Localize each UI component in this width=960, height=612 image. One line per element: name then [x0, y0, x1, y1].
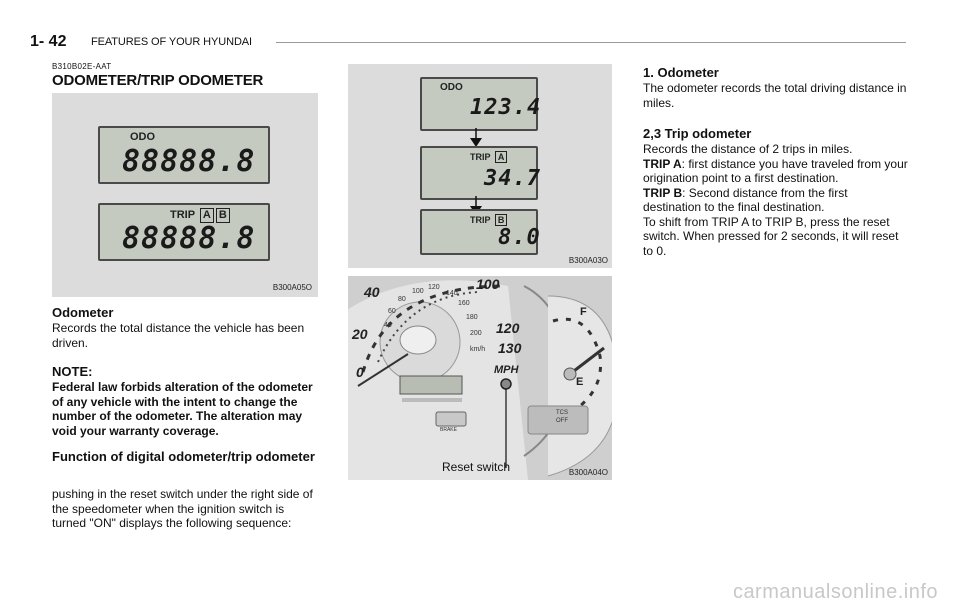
gauge-inner-tick: 140 [446, 290, 458, 297]
trip-display [98, 203, 270, 261]
page-title: ODOMETER/TRIP ODOMETER [52, 72, 264, 89]
trip-value: 88888.8 [122, 221, 256, 256]
trip-label-text: TRIP [170, 209, 195, 221]
trip-b-text: : Second distance from the first destination to the final destination. [643, 185, 848, 214]
note-text: Federal law forbids alteration of the odometer of any vehicle with the intent to change the number of the odometer. The alteration may void your warranty coverage. [52, 380, 313, 438]
section-code: B310B02E-AAT [52, 62, 112, 71]
gauge-inner-tick: 160 [458, 300, 470, 307]
function-text: pushing in the reset switch under the right side of the speedometer when the ignition switch is turned "ON" displays the following sequence: [52, 487, 313, 530]
sequence-figure [348, 64, 612, 268]
speedometer-illustration [348, 276, 612, 480]
watermark: carmanualsonline.info [732, 581, 938, 603]
note-heading: NOTE: [52, 364, 93, 379]
odo-label: ODO [130, 131, 156, 143]
odo-display [98, 126, 270, 184]
gauge-tick-label: 40 [364, 284, 380, 300]
seq-trip-a-display [420, 146, 541, 200]
trip-b-indicator: B [216, 208, 230, 223]
trip-a-indicator: A [200, 208, 214, 223]
trip-text [643, 142, 908, 258]
seq-odo-label: ODO [440, 82, 463, 93]
header-rule [276, 42, 906, 43]
seq-trip-b-display [420, 209, 541, 255]
gauge-tick-label: 100 [476, 276, 500, 292]
figure-caption: B300A04O [568, 468, 608, 477]
gauge-inner-tick: 100 [412, 288, 424, 295]
gauge-inner-tick: 180 [466, 314, 478, 321]
seq-trip-b-label-text: TRIP [470, 215, 491, 225]
gauge-inner-tick: 200 [470, 330, 482, 337]
gauge-figure [348, 276, 612, 480]
trip-a-text: : first distance you have traveled from your origination point to a first destination. [643, 156, 908, 185]
gauge-inner-tick: 80 [398, 296, 406, 303]
reset-switch-label: Reset switch [442, 460, 511, 474]
gauge-inner-tick: 60 [388, 308, 396, 315]
function-heading: Function of digital odometer/trip odometer [52, 449, 315, 464]
gauge-inner-tick: 120 [428, 284, 440, 291]
right-odometer-heading: 1. Odometer [643, 65, 719, 80]
mph-unit: MPH [494, 364, 519, 376]
odometer-text: Records the total distance the vehicle has been driven. [52, 321, 305, 350]
arrow-down-icon [466, 128, 486, 148]
seq-odo-value: 123.4 [470, 95, 542, 120]
odo-value: 88888.8 [122, 144, 256, 179]
fuel-full-label: F [580, 306, 587, 318]
trip-b-paragraph [643, 186, 908, 215]
odometer-heading: Odometer [52, 305, 114, 320]
gauge-tick-label: 20 [352, 326, 368, 342]
gauge-inner-tick: 40 [384, 322, 392, 329]
seq-trip-a-label [470, 151, 507, 163]
gauge-tick-label: 130 [498, 340, 522, 356]
tcs-off-label: OFF [556, 418, 568, 424]
tcs-label: TCS [556, 410, 568, 416]
kmh-unit: km/h [470, 346, 486, 353]
right-odometer-text: The odometer records the total driving distance in miles. [643, 81, 907, 110]
seq-odo-display [420, 77, 542, 131]
figure-caption: B300A03O [568, 256, 608, 265]
trip-a-label: TRIP A [643, 156, 682, 171]
trip-a-paragraph [643, 157, 908, 186]
fuel-empty-label: E [576, 376, 584, 388]
seq-trip-b-indicator: B [495, 214, 508, 226]
display-figure [52, 93, 318, 297]
seq-trip-a-value: 34.7 [484, 166, 541, 191]
shift-text: To shift from TRIP A to TRIP B, press the reset switch. When pressed for 2 seconds, it will reset to 0. [643, 214, 899, 258]
figure-caption: B300A05O [272, 283, 312, 292]
section-title: FEATURES OF YOUR HYUNDAI [91, 36, 252, 48]
gauge-tick-label: 0 [356, 364, 364, 380]
seq-trip-b-value: 8.0 [498, 225, 541, 250]
seq-trip-a-label-text: TRIP [470, 152, 491, 162]
trip-intro: Records the distance of 2 trips in miles. [643, 142, 853, 156]
gauge-tick-label: 120 [496, 320, 520, 336]
brake-label: BRAKE [440, 427, 457, 433]
seq-trip-a-indicator: A [495, 151, 508, 163]
trip-b-label: TRIP B [643, 185, 683, 200]
page-number: 1- 42 [30, 33, 67, 50]
trip-heading: 2,3 Trip odometer [643, 126, 752, 141]
